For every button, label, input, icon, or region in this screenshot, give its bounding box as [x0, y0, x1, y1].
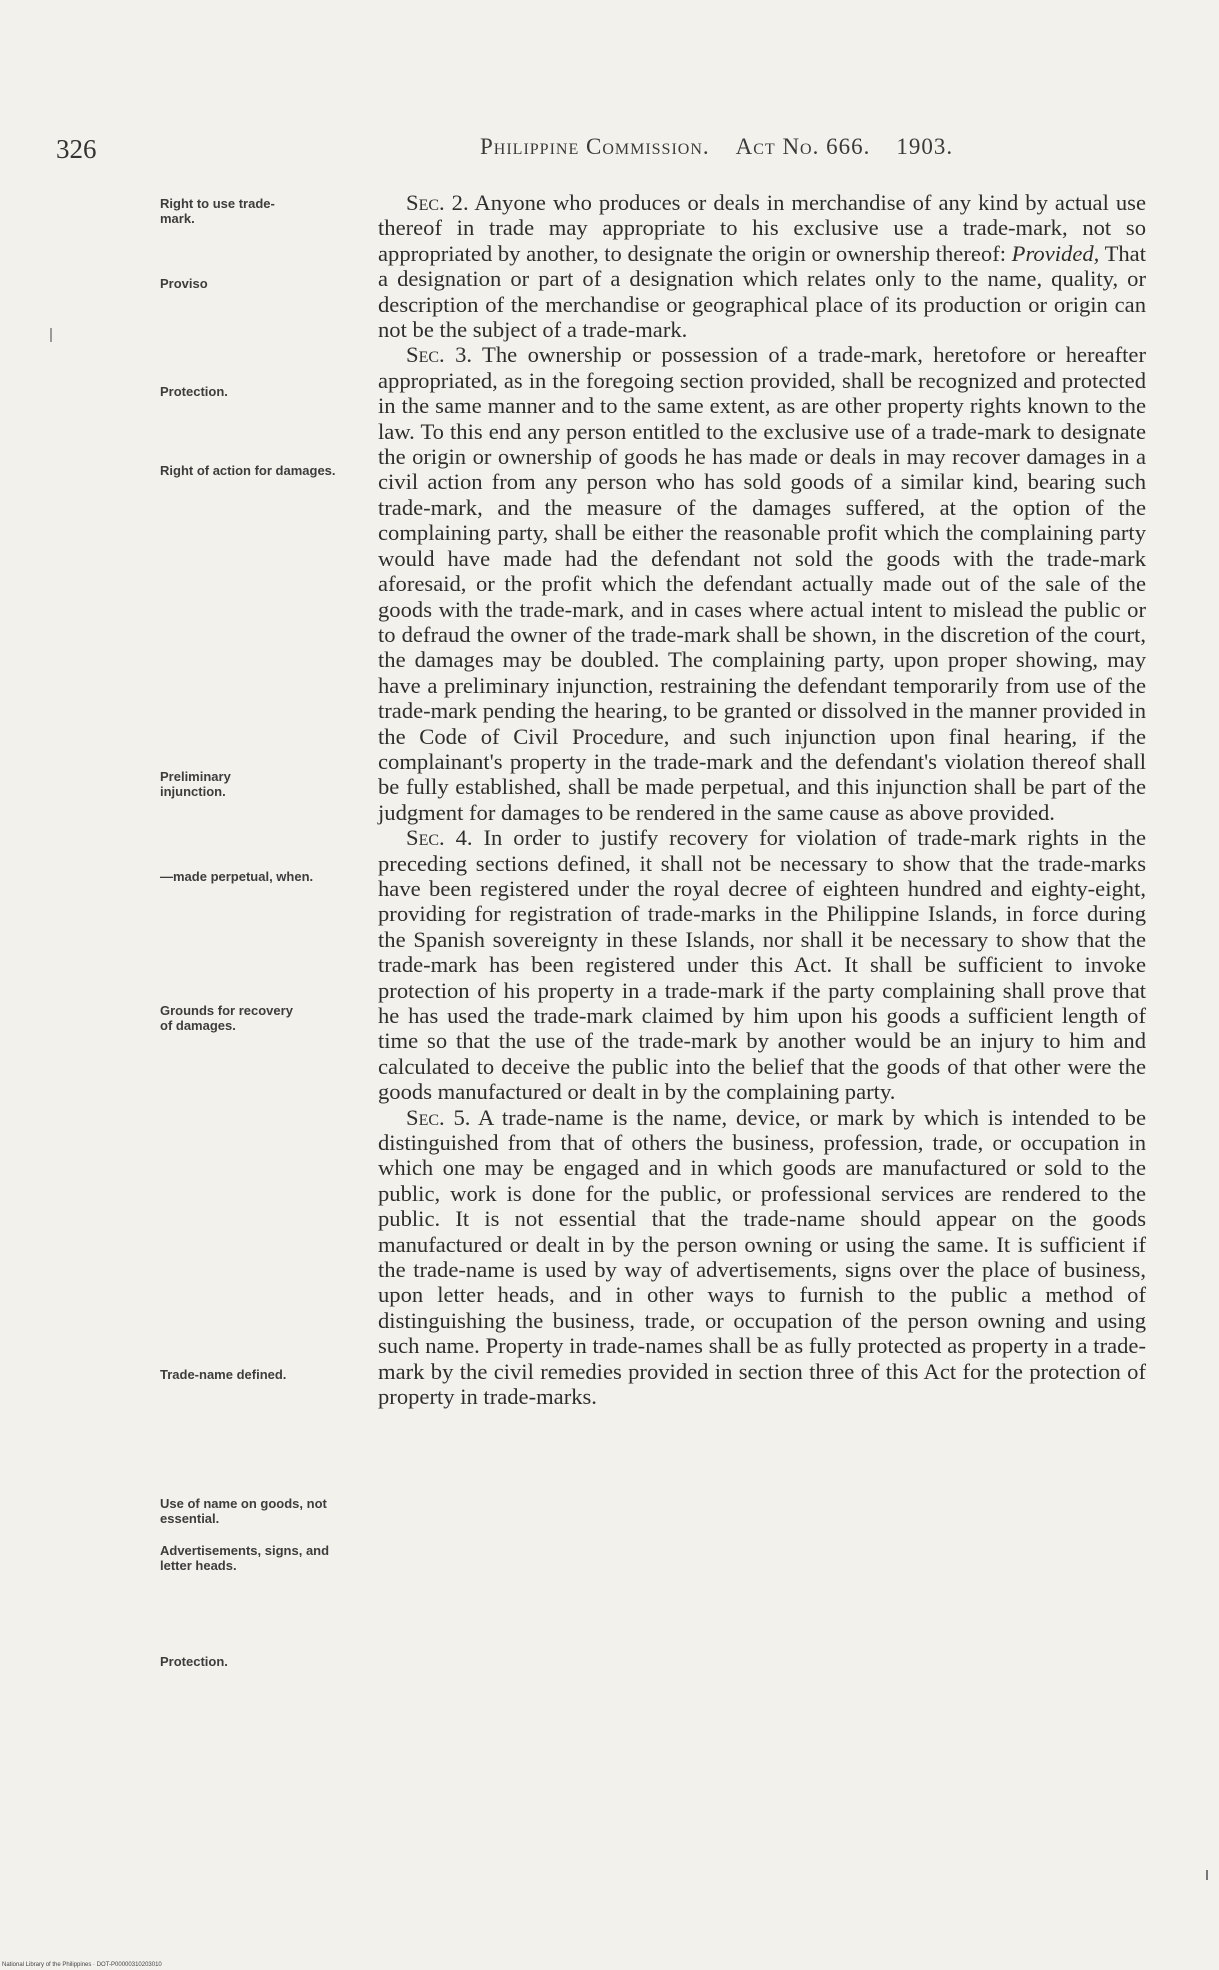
sidenote-advertisements: Advertisements, signs, and letter heads. — [160, 1543, 330, 1573]
scan-mark-left — [50, 328, 52, 342]
body-text — [378, 190, 1146, 1410]
running-head-act: Act No. 666. — [735, 134, 871, 159]
running-head-year: 1903. — [896, 134, 954, 159]
sidenote-grounds-for-recovery: Grounds for recovery of damages. — [160, 1003, 293, 1033]
sidenote-made-perpetual: —made perpetual, when. — [160, 869, 314, 884]
section-3 — [378, 342, 1146, 825]
section-4-label: Sec. 4. — [406, 825, 473, 851]
sidenote-right-of-action: Right of action for damages. — [160, 463, 336, 478]
section-2-text-a: Anyone who produces or deals in merchandise of any kind by actual use thereof in trade may appropriate to his exclusive use a trade-mark, not so appropriated by another, to designate the origin or ownership thereof: — [378, 190, 1146, 266]
section-5-text: A trade-name is the name, device, or mark by which is intended to be distinguished from that of others the business, profession, trade, or occupation in which one may be engaged and in which goods are manufactured or sold to the public, work is done for the public, or professional services are rendered to the public. It is not essential that the trade-name should appear on the goods manufactured or dealt in by the person owning or using the same. It is sufficient if the trade-name is used by way of advertisements, signs over the place of business, upon letter heads, and in other ways to furnish to the public a method of distinguishing the business, trade, or occupation of the person owning and using such name. Property in trade-names shall be as fully protected as property in a trade-mark by the civil remedies provided in section three of this Act for the protection of property in trade-marks. — [378, 1104, 1146, 1410]
section-5-label: Sec. 5. — [406, 1104, 471, 1130]
section-4-text: In order to justify recovery for violation of trade-mark rights in the preceding sections defined, it shall not be necessary to show that the trade-marks have been registered under the royal decree of eighteen hundred and eighty-eight, providing for registration of trade-marks in the Philippine Islands, in force during the Spanish sovereignty in these Islands, nor shall it be necessary to show that the trade-mark has been registered under this Act. It shall be sufficient to invoke protection of his property in a trade-mark if the party complaining shall prove that he has used the trade-mark claimed by him upon his goods a sufficient length of time so that the use of the trade-mark by another would be an injury to him and calculated to deceive the public into the belief that the goods of that other were the goods manufactured or dealt in by the complaining party. — [378, 825, 1146, 1105]
sidenote-protection-2: Protection. — [160, 1654, 228, 1669]
sidenote-preliminary-injunction: Preliminary injunction. — [160, 769, 231, 799]
running-head — [480, 134, 953, 160]
sidenote-proviso: Proviso — [160, 276, 208, 291]
section-5 — [378, 1105, 1146, 1410]
scan-credit: National Library of the Philippines · DOT-P00000310203010 — [2, 1962, 162, 1968]
sidenote-right-to-use: Right to use trade-mark. — [160, 196, 275, 226]
running-head-commission: Philippine Commission. — [480, 134, 710, 159]
sidenote-use-of-name: Use of name on goods, not essential. — [160, 1496, 327, 1526]
sidenote-trade-name-defined: Trade-name defined. — [160, 1367, 287, 1382]
section-2 — [378, 190, 1146, 342]
sidenote-protection-1: Protection. — [160, 384, 228, 399]
section-2-provided: Provided, — [1011, 240, 1100, 266]
scan-mark-right — [1206, 1870, 1208, 1880]
page-number: 326 — [56, 134, 97, 164]
section-4 — [378, 825, 1146, 1104]
section-3-label: Sec. 3. — [406, 342, 473, 368]
section-2-text-b: That a designation or part of a designation which relates only to the name, quality, or description of the merchandise or geographical place of its production or origin can not be the subject of a trade-mark. — [378, 240, 1146, 343]
section-2-label: Sec. 2. — [406, 190, 469, 215]
section-3-text: The ownership or possession of a trade-mark, heretofore or hereafter appropriated, as in the foregoing section provided, shall be recognized and protected in the same manner and to the same extent, as are other property rights known to the law. To this end any person entitled to the exclusive use of a trade-mark to designate the origin or ownership of goods he has made or deals in may recover damages in a civil action from any person who has sold goods of a similar kind, bearing such trade-mark, and the measure of the damages suffered, at the option of the complaining party, shall be either the reasonable profit which the complaining party would have made had the defendant not sold the goods with the trade-mark aforesaid, or the profit which the defendant actually made out of the sale of the goods with the trade-mark, and in cases where actual intent to mislead the public or to defraud the owner of the trade-mark shall be shown, in the discretion of the court, the damages may be doubled. The complaining party, upon proper showing, may have a preliminary injunction, restraining the defendant temporarily from use of the trade-mark pending the hearing, to be granted or dissolved in the manner provided in the Code of Civil Procedure, and such injunction upon final hearing, if the complainant's property in the trade-mark and the defendant's violation thereof shall be fully established, shall be made perpetual, and this injunction shall be part of the judgment for damages to be rendered in the same cause as above provided. — [378, 342, 1146, 825]
